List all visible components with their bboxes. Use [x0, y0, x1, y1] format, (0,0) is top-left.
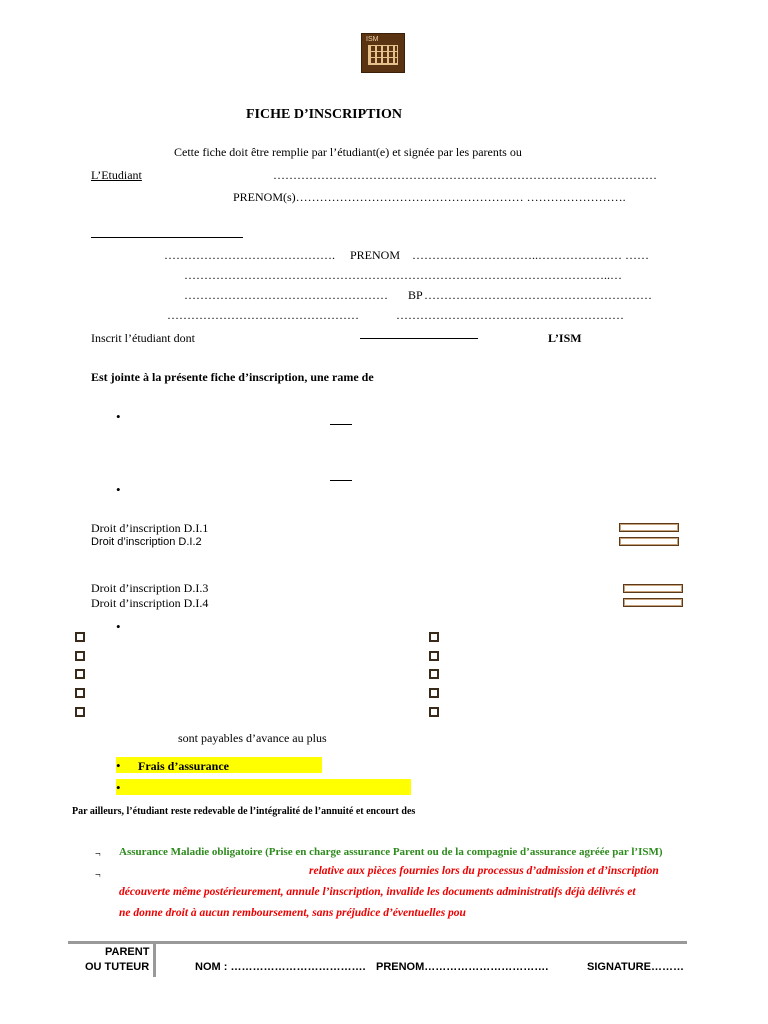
intro-text: Cette fiche doit être remplie par l’étudiant(e) et signée par les parents ou: [174, 145, 522, 159]
red-text-line-1: relative aux pièces fournies lors du processus d’admission et d’inscription: [309, 865, 659, 877]
footer-signature-field[interactable]: SIGNATURE………: [587, 961, 684, 973]
parent-prenom-field[interactable]: …………………………..………………… ……: [412, 248, 649, 262]
droit-1-amount-box[interactable]: [619, 523, 679, 532]
red-text-line-3: ne donne droit à aucun remboursement, sans préjudice d’éventuelles pou: [119, 907, 466, 919]
checkbox-right-5[interactable]: [429, 707, 439, 717]
bullet-marker-1: ¬: [95, 849, 101, 860]
logo-text: ISM: [366, 36, 379, 43]
inscrit-underline: [360, 338, 478, 339]
parent-name-field[interactable]: …………………………………….: [164, 248, 335, 262]
bp-field[interactable]: …………………………………………………: [424, 288, 652, 302]
bullet-marker-2: ¬: [95, 870, 101, 881]
checkbox-right-1[interactable]: [429, 632, 439, 642]
droit-4-amount-box[interactable]: [623, 598, 683, 607]
checkbox-left-1[interactable]: [75, 632, 85, 642]
student-label: L’Etudiant: [91, 168, 142, 182]
droit-3-amount-box[interactable]: [623, 584, 683, 593]
bp-label: BP: [408, 288, 423, 302]
droit-4-label: Droit d’inscription D.I.4: [91, 596, 209, 610]
checkbox-left-5[interactable]: [75, 707, 85, 717]
checkbox-left-4[interactable]: [75, 688, 85, 698]
bullet-5: •: [116, 780, 121, 795]
ism-logo: [361, 33, 405, 73]
checkbox-right-3[interactable]: [429, 669, 439, 679]
droit-3-label: Droit d’inscription D.I.3: [91, 581, 209, 595]
bullet-2: •: [116, 482, 121, 497]
student-name-field[interactable]: ……………………………………………………………………………………: [273, 168, 657, 182]
droit-1-label: Droit d’inscription D.I.1: [91, 521, 209, 535]
droit-2-amount-box[interactable]: [619, 537, 679, 546]
parent-extra-field-1[interactable]: …………………………………………: [167, 308, 359, 322]
parent-address-field[interactable]: ……………………………………………………………………………………………..…: [184, 268, 622, 282]
footer-parent-label-2: OU TUTEUR: [85, 961, 150, 973]
section-underline: [91, 237, 243, 238]
droit-2-label: Droit d’inscription D.I.2: [91, 536, 202, 548]
footer-divider: [153, 942, 156, 977]
checkbox-left-3[interactable]: [75, 669, 85, 679]
parent-phone-field[interactable]: ……………………………………………: [184, 288, 388, 302]
footer-top-border: [68, 941, 687, 944]
parent-extra-field-2[interactable]: …………………………………………………: [396, 308, 624, 322]
prenoms-field[interactable]: PRENOM(s)………………………………………………… …………………….: [233, 190, 626, 204]
bullet-3: •: [116, 619, 121, 634]
blank-line-1: [330, 424, 352, 425]
checkbox-right-2[interactable]: [429, 651, 439, 661]
footer-prenom-field[interactable]: PRENOM…………………………….: [376, 961, 549, 973]
inscrit-text: Inscrit l’étudiant dont: [91, 331, 195, 345]
page-title: FICHE D’INSCRIPTION: [246, 107, 402, 122]
highlight-2: [116, 779, 411, 795]
par-ailleurs-text: Par ailleurs, l’étudiant reste redevable de l’intégralité de l’annuité et encourt des: [72, 806, 416, 817]
assurance-maladie: Assurance Maladie obligatoire (Prise en charge assurance Parent ou de la compagnie d’assurance agréée par l’ISM): [119, 846, 663, 858]
jointe-text: Est jointe à la présente fiche d’inscription, une rame de: [91, 370, 374, 384]
bullet-4: •: [116, 758, 121, 773]
bullet-1: •: [116, 409, 121, 424]
parent-prenom-label: PRENOM: [350, 248, 401, 262]
red-text-line-2: découverte même postérieurement, annule l’inscription, invalide les documents administratifs déjà délivrés et: [119, 886, 636, 898]
ism-label: L’ISM: [548, 331, 582, 345]
checkbox-left-2[interactable]: [75, 651, 85, 661]
blank-line-2: [330, 480, 352, 481]
payables-text: sont payables d’avance au plus: [178, 731, 327, 745]
checkbox-right-4[interactable]: [429, 688, 439, 698]
footer-parent-label-1: PARENT: [105, 946, 150, 958]
building-icon: [368, 45, 398, 65]
frais-assurance: Frais d’assurance: [138, 759, 229, 773]
footer-nom-field[interactable]: NOM : ……………………………….: [195, 961, 366, 973]
